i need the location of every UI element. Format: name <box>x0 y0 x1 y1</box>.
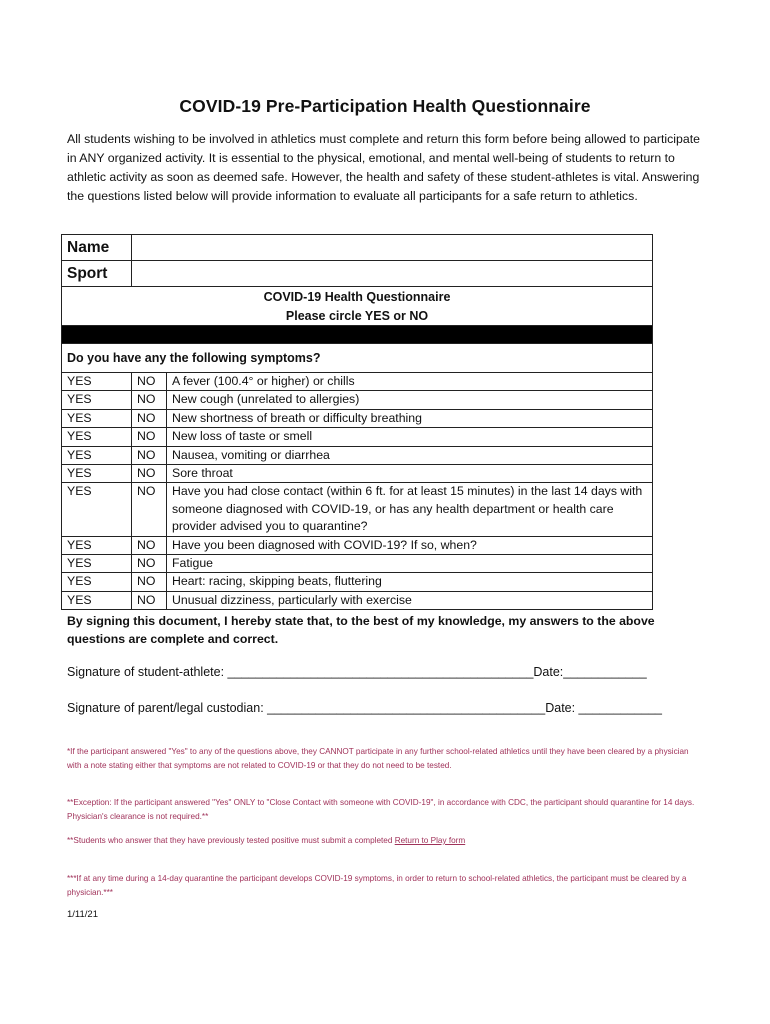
questionnaire-table <box>61 234 653 610</box>
parent-signature-line[interactable]: Signature of parent/legal custodian: ________________________________________Date: ____________ <box>67 701 662 715</box>
note-close-contact-exception: **Exception: If the participant answered "Yes" ONLY to "Close Contact with someone with COVID-19", in accordance with CDC, the participant should quarantine for 14 days. Physician's clearance is not required.** <box>67 798 695 821</box>
questionnaire-heading: COVID-19 Health Questionnaire <box>263 290 451 304</box>
sport-row <box>62 261 653 287</box>
question-text: New shortness of breath or difficulty breathing <box>167 409 653 427</box>
note-tested-positive-text: **Students who answer that they have previously tested positive must submit a completed <box>67 836 395 845</box>
no-option[interactable]: NO <box>132 573 167 591</box>
question-row <box>62 428 653 446</box>
form-date: 1/11/21 <box>67 909 98 920</box>
page-title: COVID-19 Pre-Participation Health Questionnaire <box>179 96 591 116</box>
question-text: New cough (unrelated to allergies) <box>167 391 653 409</box>
question-row <box>62 409 653 427</box>
note-yes-answer: *If the participant answered "Yes" to any of the questions above, they CANNOT participate in any further school-related athletics until they have been cleared by a physician with a note stating either that symptoms are not related to COVID-19 or that they do not need to be tested. <box>67 747 689 770</box>
name-field[interactable] <box>132 235 653 261</box>
no-option[interactable]: NO <box>132 483 167 536</box>
yes-option[interactable]: YES <box>62 428 132 446</box>
question-row <box>62 373 653 391</box>
symptoms-heading: Do you have any the following symptoms? <box>62 344 653 373</box>
symptoms-heading-row <box>62 344 653 373</box>
no-option[interactable]: NO <box>132 428 167 446</box>
black-divider-bar <box>62 326 653 344</box>
no-option[interactable]: NO <box>132 465 167 483</box>
question-text: Heart: racing, skipping beats, fluttering <box>167 573 653 591</box>
yes-option[interactable]: YES <box>62 483 132 536</box>
question-text: New loss of taste or smell <box>167 428 653 446</box>
name-label: Name <box>62 235 132 261</box>
no-option[interactable]: NO <box>132 591 167 609</box>
yes-option[interactable]: YES <box>62 373 132 391</box>
no-option[interactable]: NO <box>132 536 167 554</box>
note-tested-positive <box>67 834 697 848</box>
question-row <box>62 446 653 464</box>
yes-option[interactable]: YES <box>62 555 132 573</box>
attestation-statement: By signing this document, I hereby state that, to the best of my knowledge, my answers to the above questions are complete and correct. <box>67 614 655 646</box>
question-text: Sore throat <box>167 465 653 483</box>
yes-option[interactable]: YES <box>62 391 132 409</box>
question-text: Nausea, vomiting or diarrhea <box>167 446 653 464</box>
sport-field[interactable] <box>132 261 653 287</box>
yes-option[interactable]: YES <box>62 465 132 483</box>
yes-option[interactable]: YES <box>62 591 132 609</box>
question-row <box>62 465 653 483</box>
question-row <box>62 536 653 554</box>
questionnaire-header-row <box>62 287 653 326</box>
question-row <box>62 573 653 591</box>
questionnaire-instruction: Please circle YES or NO <box>285 308 429 323</box>
question-text: A fever (100.4° or higher) or chills <box>167 373 653 391</box>
yes-option[interactable]: YES <box>62 573 132 591</box>
sport-label: Sport <box>62 261 132 287</box>
question-text: Unusual dizziness, particularly with exercise <box>167 591 653 609</box>
question-text: Fatigue <box>167 555 653 573</box>
yes-option[interactable]: YES <box>62 536 132 554</box>
question-text: Have you had close contact (within 6 ft. for at least 15 minutes) in the last 14 days with someone diagnosed with COVID-19, or has any health department or health care provider advised you to quarantine? <box>167 483 653 536</box>
intro-paragraph: All students wishing to be involved in athletics must complete and return this form before being allowed to participate in ANY organized activity. It is essential to the physical, emotional, and mental well-being of students to return to athletic activity as soon as deemed safe. However, the health and safety of these student-athletes is vital. Answering the questions listed below will provide information to evaluate all participants for a safe return to athletics. <box>67 132 700 203</box>
student-signature-line[interactable]: Signature of student-athlete: ____________________________________________Date:____________ <box>67 665 647 679</box>
no-option[interactable]: NO <box>132 409 167 427</box>
question-row <box>62 391 653 409</box>
question-row <box>62 591 653 609</box>
question-row <box>62 555 653 573</box>
yes-option[interactable]: YES <box>62 409 132 427</box>
question-text: Have you been diagnosed with COVID-19? If so, when? <box>167 536 653 554</box>
name-row <box>62 235 653 261</box>
no-option[interactable]: NO <box>132 555 167 573</box>
no-option[interactable]: NO <box>132 446 167 464</box>
yes-option[interactable]: YES <box>62 446 132 464</box>
no-option[interactable]: NO <box>132 373 167 391</box>
question-row <box>62 483 653 536</box>
question-list <box>62 373 653 610</box>
no-option[interactable]: NO <box>132 391 167 409</box>
note-quarantine-symptoms: ***If at any time during a 14-day quarantine the participant develops COVID-19 symptoms, in order to return to school-related athletics, the participant must be cleared by a physician.*** <box>67 874 687 897</box>
return-to-play-link[interactable]: Return to Play form <box>394 836 466 845</box>
